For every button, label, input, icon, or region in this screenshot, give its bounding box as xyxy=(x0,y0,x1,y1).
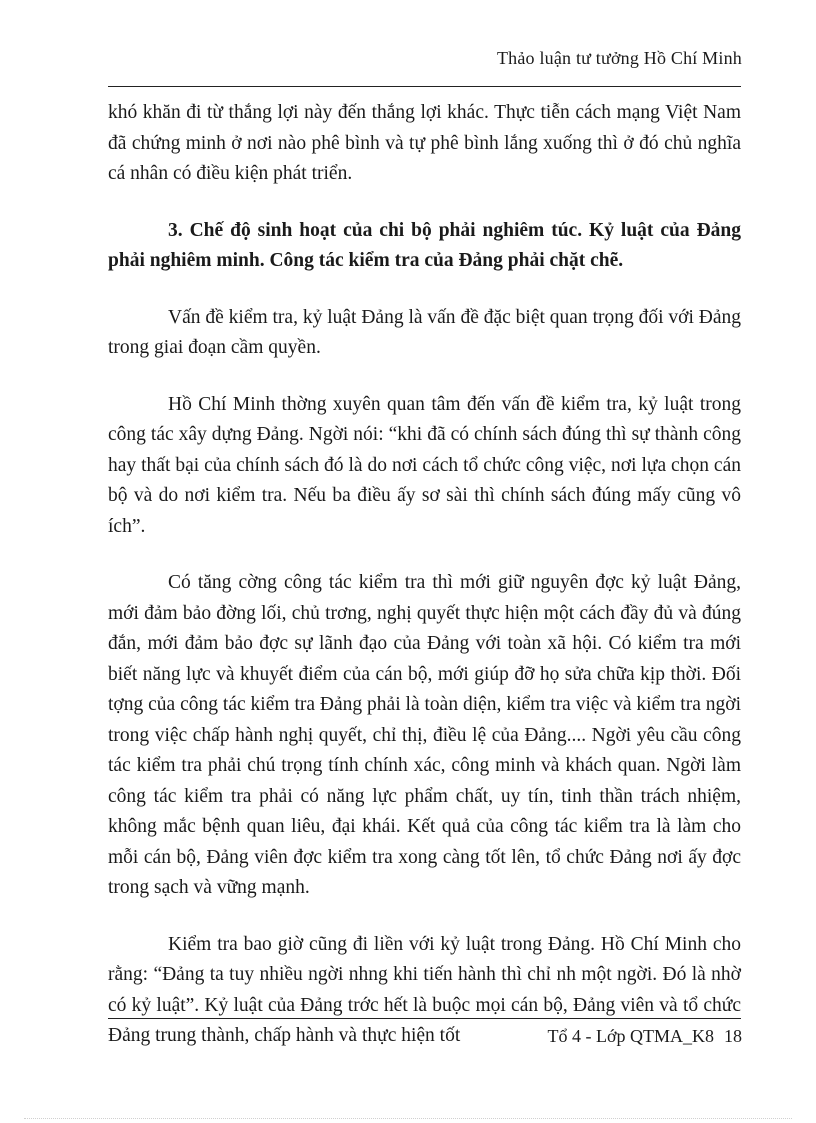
footer-group-label: Tổ 4 - Lớp QTMA_K8 xyxy=(547,1026,714,1046)
footer-rule xyxy=(108,1018,741,1019)
paragraph: Có tăng cờng công tác kiểm tra thì mới giữ nguyên đợc kỷ luật Đảng, mới đảm bảo đờng lối, chủ trơng, nghị quyết thực hiện một cách đầy đủ và đúng đắn, mới đảm bảo đợc sự lãnh đạo của Đảng với toàn xã hội. Có kiểm tra mới biết năng lực và khuyết điểm của cán bộ, mới giúp đỡ họ sửa chữa kịp thời. Đối tợng của công tác kiểm tra Đảng phải là toàn diện, kiểm tra việc và kiểm tra ngời trong việc chấp hành nghị quyết, chỉ thị, điều lệ của Đảng.... Ngời yêu cầu công tác kiểm tra phải chú trọng tính chính xác, công minh và khách quan. Ngời làm công tác kiểm tra phải có năng lực phẩm chất, uy tín, tinh thần trách nhiệm, không mắc bệnh quan liêu, đại khái. Kết quả của công tác kiểm tra là làm cho mỗi cán bộ, Đảng viên đợc kiểm tra xong càng tốt lên, tổ chức Đảng nơi ấy đợc trong sạch và vững mạnh. xyxy=(108,572,741,898)
paragraph: Kiểm tra bao giờ cũng đi liền với kỷ luật trong Đảng. Hồ Chí Minh cho rằng: “Đảng ta tuy nhiều ngời nhng khi tiến hành thì chỉ nh một ngời. Đó là nhờ có kỷ luật”. Kỷ luật của Đảng trớc hết là buộc mọi cán bộ, Đảng viên và tổ chức Đảng trung thành, chấp hành và thực hiện tốt xyxy=(108,933,741,1046)
header-rule xyxy=(108,86,741,87)
page-number: 18 xyxy=(724,1026,742,1046)
section-heading: 3. Chế độ sinh hoạt của chi bộ phải nghiêm túc. Kỷ luật của Đảng phải nghiêm minh. Công tác kiểm tra của Đảng phải chặt chẽ. xyxy=(108,219,741,271)
paragraph: Hồ Chí Minh thờng xuyên quan tâm đến vấn đề kiểm tra, kỷ luật trong công tác xây dựng Đảng. Ngời nói: “khi đã có chính sách đúng thì sự thành công hay thất bại của chính sách đó là do nơi cách tổ chức công việc, nơi lựa chọn cán bộ và do nơi kiểm tra. Nếu ba điều ấy sơ sài thì chính sách đúng mấy cũng vô ích”. xyxy=(108,393,741,537)
running-header: Thảo luận tư tưởng Hồ Chí Minh xyxy=(496,48,742,68)
page-edge-divider xyxy=(24,1118,792,1119)
paragraph-continuation: khó khăn đi từ thắng lợi này đến thắng lợi khác. Thực tiễn cách mạng Việt Nam đã chứng minh ở nơi nào phê bình và tự phê bình lắng xuống thì ở đó chủ nghĩa cá nhân có điều kiện phát triển. xyxy=(108,102,741,184)
running-footer xyxy=(548,1026,743,1047)
paragraph: Vấn đề kiểm tra, kỷ luật Đảng là vấn đề đặc biệt quan trọng đối với Đảng trong giai đoạn cầm quyền. xyxy=(108,306,741,358)
page-body xyxy=(108,98,741,1078)
